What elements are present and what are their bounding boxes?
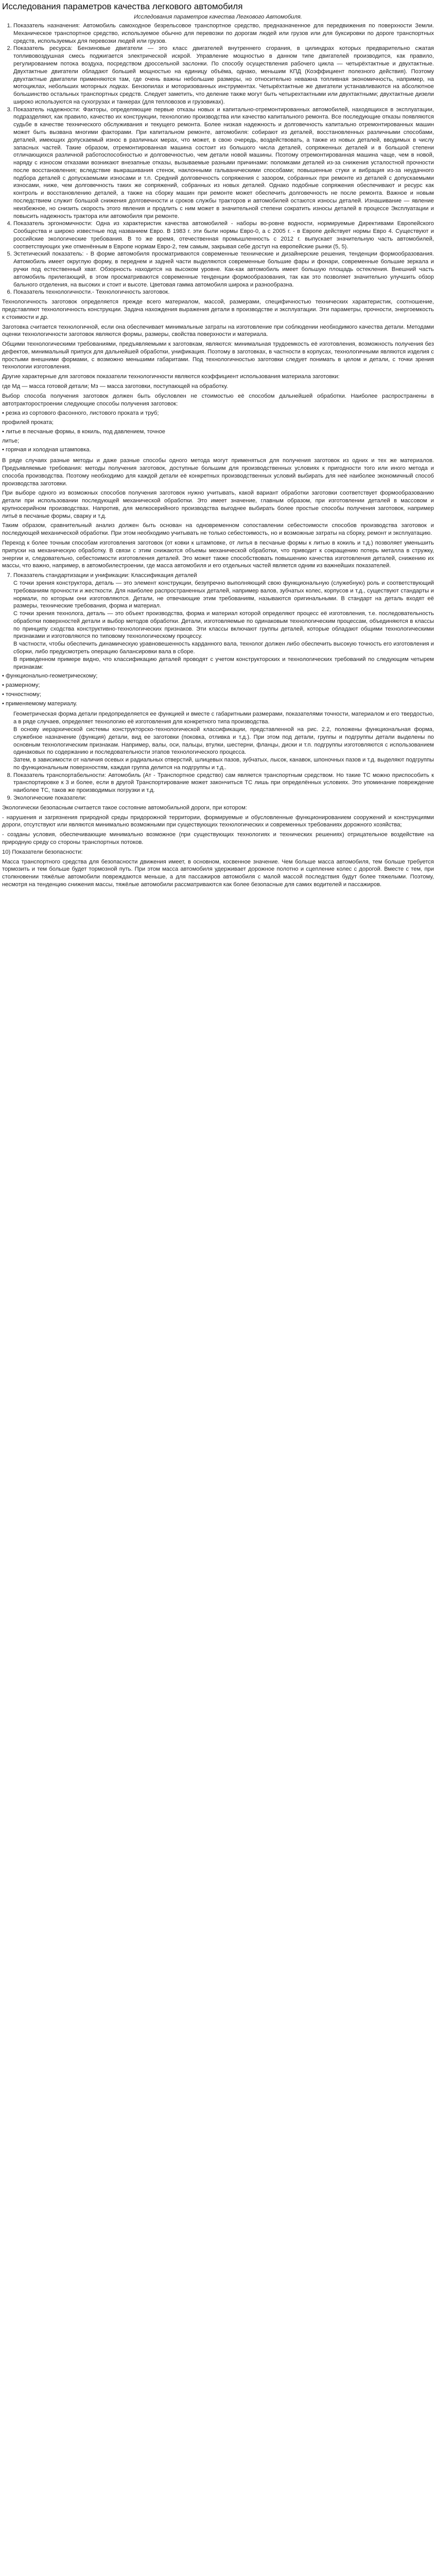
paragraph: Масса транспортного средства для безопасности движения имеет, в основном, косвенное значение. Чем больше масса автомобиля, тем больше требуется тормозить и тем больше будет тормозной путь. При этом масса автомобиля удерживает дорожное полотно и сцепление колес с дорогой. Вместе с тем, при столкновении тяжёлые автомобили повреждаются меньше, а для пассажиров автомобиля с малой массой последствия будут более тяжелыми. Поэтому, несмотря на тенденцию снижения массы, тяжёлые автомобили рассматриваются как более безопасные для самих водителей и пассажиров. xyxy=(2,858,434,888)
paragraph: Заготовка считается технологичной, если она обеспечивает минимальные затраты на изготовление при соблюдении необходимого качества детали. Методами оценки технологичности заготовок являются формы, размеры, свойства поверхности и материала. xyxy=(2,324,434,338)
list-item: 7. Показатель стандартизации и унификации: Классификация деталей xyxy=(13,572,434,580)
list-item: • размерному; xyxy=(2,682,40,689)
paragraph: где Мд — масса готовой детали; Мз — масса заготовки, поступающей на обработку. xyxy=(2,383,228,389)
list-item: • литье в песчаные формы, в кокиль, под давлением, точное xyxy=(2,428,165,435)
list-item: 6. Показатель технологичности.- Технологичность заготовок. xyxy=(13,289,434,296)
list-item: 2. Показатель ресурса: Бензиновые двигатели — это класс двигателей внутреннего сгорания, в цилиндрах которых предварительно сжатая топливовоздушная смесь поджигается электрической искрой. Управление мощностью в данном типе двигателей производится, как правило, регулированием потока воздуха, посредством дроссельной заслонки. По способу осуществления рабочего цикла — четырёхтактные и двухтактные. Двухтактные двигатели обладают большей мощностью на единицу объёма, однако, меньшим КПД (Коэффициент полезного действия). Поэтому двухтактные двигатели применяются там, где очень важны небольшие размеры, но относительно неважна топливная экономичность, например, на мотоциклах, небольших моторных лодках. Бензопилах и моторизованных инструментах. Четырёхтактные же двигатели устанавливаются на абсолютное большинство остальных транспортных средств. Следует заметить, что деление также могут быть четырехтактными или двухтактными; двухтактные дизели широко используются на сухогрузах и танкерах (для тепловозов и грузовиках). xyxy=(13,45,434,106)
paragraph: Общими технологическими требованиями, предъявляемыми к заготовкам, являются: минимальная трудоемкость её изготовления, возможность получения без дефектов, минимальный припуск для дальнейшей обработки, унификация. Поэтому в заготовках, в частности в корпусах, технологичными являются изделия с простыми внешними формами, с возможно меньшими габаритами. Под технологичностью заготовки следует понимать в целом и детали, с точки зрения технологии изготовления. xyxy=(2,341,434,370)
list-item: • горячая и холодная штамповка. xyxy=(2,447,91,453)
list-item: • резка из сортового фасонного, листового проката и труб; xyxy=(2,410,159,417)
list-paragraph: 3. Затем, в зависимости от наличия осевых и радиальных отверстий, шлицевых пазов, зубчатых, лысок, канавок, шпоночных пазов и т.д. выделяют подгруппы по функциональным поверхностям, каждая группа делится на подгруппы и т.д.. xyxy=(13,756,434,772)
paragraph: - нарушения и загрязнения природной среды придорожной территории, формируемые и обусловленные функционированием сооружений и конструкциями дороги, отсутствуют или являются минимально возможными при существующих технологических и современных требованиях дорожного хозяйства; xyxy=(2,814,434,828)
paragraph: Выбор способа получения заготовок должен быть обусловлен не стоимостью её способом дальнейшей обработки. Наиболее распространены в автотракторостроении следующие способы получения заготовок: xyxy=(2,393,434,407)
list-paragraph: 2. С точки зрения технолога, деталь — это объект производства, форма и материал которой определяют процесс её изготовления, т.е. последовательность обработки поверхностей детали и выбор методов обработки. Детали, изготовляемые по одинаковым технологическим процессам, объединяются в классы по принципу сходства конструктивно-технологических признаков. Эти классы включают группы деталей, которые обладают общими технологическими признаками и изготовляются по типовому технологическому процессу. xyxy=(13,610,434,640)
list-item: литье; xyxy=(2,437,20,444)
list-item: 4. Показатель эргономичности: Одна из характеристик качества автомобилей - наборы во-ровне водности, нормируемые Директивами Европейского Сообщества и широко известные под названием Евро. В 1983 г. эти были нормы Евро-0, а с 2005 г. - в Европе действует нормы Евро 4. Существуют и российские экологические требования. В то же время, отечественная промышленность с 2012 г. выпускает значительную часть автомобилей, соответствующих уже отменённым в Европе нормам Евро-2, тем самым, закрывая себе доступ на европейские рынки (5, 5). xyxy=(13,220,434,250)
list-paragraph: 3. В частности, чтобы обеспечить динамическую уравновешенность карданного вала, технолог должен либо обеспечить высокую точность его изготовления и сборки, либо предусмотреть операцию балансировки вала в сборе. xyxy=(13,640,434,656)
paragraph: В ряде случаях разные методы и даже разные способы одного метода могут применяться для получения заготовок из одних и тех же материалов. Предъявляемые требования: методы получения заготовок, доступные большим для производственных условиях к пригодности того или иного метода и способа производства. Поэтому необходимо для каждой детали её конкретных производственных условий выбирать для неё наиболее экономичный способ производства заготовки. xyxy=(2,457,434,487)
section-heading: 10) Показатели безопасности: xyxy=(2,849,83,855)
list-paragraph: 1. С точки зрения конструктора, деталь — это элемент конструкции, безупречно выполняющий свою функциональную (служебную) роль и соответствующий требованиям прочности и жесткости. Для наиболее распространенных деталей, например валов, зубчатых колес, корпусов и т.д., существуют стандарты и нормали, по которым они изготовляются. Детали, не отвечающие этим требованиям, называются оригинальными. В стандарт на деталь входят её размеры, технические требования, форма и материал. xyxy=(13,580,434,610)
list-item: • функционально-геометрическому; xyxy=(2,673,98,680)
paragraph: Другие характерные для заготовок показатели технологичности являются коэффициент использования материала заготовки: xyxy=(2,374,340,380)
list-item: 9. Экологические показатели: xyxy=(13,794,434,802)
paragraph: Технологичность заготовок определяется прежде всего материалом, массой, размерами, специфичностью технических характеристик, соотношение, представляют технологичность конструкции. Задача нахождения выражения детали в производстве и эксплуатации. Эти параметры, прочности, энергоемкость к стоимости и др. xyxy=(2,299,434,320)
list-item: профилей проката; xyxy=(2,419,54,426)
page-title: Исследования параметров качества легкового автомобиля xyxy=(2,2,243,11)
method-list xyxy=(2,410,434,454)
list-paragraph: 2. В основу иерархической системы конструкторско-технологической классификации, представленной на рис. 2.2, положены функциональная форма, служебное назначение (функция) детали, вид ее заготовки (поковка, отливка и т.д.). При этом под детали, группы и подгруппы детали выделены по основным технологическим признакам. Например, валы, оси, пальцы, втулки, шестерни, фланцы, диски и т.п. подгруппы изготовляются с использованием одинаковых по содержанию и последовательности этапов технологического процесса. xyxy=(13,726,434,756)
list-item: 8. Показатель транспортабельности: Автомобиль (Ат - Транспортное средство) сам является транспортным средством. Но такие ТС можно приспособить к транспортировке к 3 и более, если в другой Транспортирование может закончиться ТС лишь при определённых условиях. Это упоминание повреждение наиболее ТС, таков же производимых погрузки и т.д. xyxy=(13,772,434,794)
page-subtitle: Исследования параметров качества Легкового Автомобиля. xyxy=(134,14,302,21)
list-item: 5. Эстетический показатель: - В форме автомобиля просматриваются современные технические и дизайнерские решения, тенденции формообразования. Автомобиль имеет округлую форму, в переднем и задней части выделяются современные большие фары и фонари, современные большие зеркала и ручки под естественный хват. Обзорность находится на высоком уровне. Как-как автомобиль имеет большую площадь остекления. Внешний часть автомобиль прилегающий, в этом просматриваются современные тенденции формообразования, так как это позволяет значительно улучшить обзор бального отделения, на высоких и стоит и высоте. Цветовая гамма автомобиля широка и разнообразна. xyxy=(13,250,434,289)
list-item: • применяемому материалу. xyxy=(2,700,78,707)
indicator-list-continued xyxy=(2,572,434,580)
paragraph: Таким образом, сравнительный анализ должен быть основан на одновременном сопоставлении себестоимости способов производства заготовок и последующей механической обработки. При этом необходимо учитывать не только себестоимость, но и возможные затраты на сборку, ремонт и эксплуатацию. xyxy=(2,522,434,537)
paragraph: Переход к более точным способам изготовления заготовок (от ковки к штамповке, от литья в песчаные формы к литью в кокиль и т.д.) позволяет уменьшить припуски на механическую обработку. В связи с этим снижаются объемы механической обработки, что приводит к сокращению потерь металла в стружку, энергии и, следовательно, себестоимости изготовления деталей. Это может также способствовать повышению качества изготовления деталей, снижению их массы, что важно, например, в автомобилестроении, где масса автомобиля и его отдельных частей является одним из важнейших показателей. xyxy=(2,540,434,569)
feature-list xyxy=(2,672,434,707)
list-item: • точностному; xyxy=(2,691,41,698)
list-continuation xyxy=(2,580,434,671)
list-item: 3. Показатель надежности: Факторы, определяющие первые отказы новых и капитально-отремонтированных автомобилей, находящихся в эксплуатации, подразделяют, как правило, качество их конструкции, технологию производства или качество капитального ремонта. Все последующие отказы появляются судьбе в качестве технического обслуживания и текущего ремонта. Более низкая надежность и долговечность капитально отремонтированных машин может быть вызвана многими факторами. При капитальном ремонте, автомобиля: собирают из деталей, восстановленных различными способами, деталей, имеющих допускаемый износ в различных мерах, что может, в свою очередь, воздействовать, а также из новых деталей, вводимых в числу запасных частей. Такие образом, отремонтированная машина состоит из большого числа деталей, сопряженных деталей и в большой степени отличающихся различной работоспособностью и долговечностью, чем детали новой машины. Поэтому отремонтированная машина чаще, чем в новой, наряду с износом отказами возникают внезапные отказы, вызываемые разными причинами: поломками деталей из-за снижения усталостной прочности после восстановления; вследствие выкрашивания стенок, наклонными гальваническими способами; повышенные стуки и вибрация из-за неудачного подбора деталей с допускаемыми износами и т.п. Средний долговечность сопряжения с зазором, собранных при ремонте из деталей с допускаемыми износами, ниже, чем долговечность таких же сопряжений, собранных из новых деталей. Однако подобные сопряжения обеспечивают и ресурс как контроль и восстановлению деталей, а также на сборку машин при ремонте может обеспечить долговечность не после ремонта. Важное и новым последствием служит большой снижения долговечности и сроков службы тракторов и автомобилей остаются износы деталей. Изнашивание — явление неизбежное, но снизить скорость этого явления и продлить с ним может в значительной степени сократить износы деталей в процессе Эксплуатации и повысить надежность трактора или автомобиля при ремонте. xyxy=(13,106,434,221)
indicator-list xyxy=(2,22,434,296)
list-continuation xyxy=(2,710,434,771)
list-paragraph: 1. Геометрическая форма детали предопределяется ее функцией и вместе с габаритными размерами, показателями точности, материалом и его твердостью, а в ряде случаев, определяет технологию её изготовления для конкретного типа производства. xyxy=(13,710,434,726)
list-paragraph: 4. В приведенном примере видно, что классификацию деталей проводят с учетом конструкторских и технологических требований по следующим четырем признакам: xyxy=(13,656,434,671)
paragraph: Экологически безопасным считается такое состояние автомобильной дороги, при котором: xyxy=(2,804,247,811)
list-item: 1. Показатель назначения: Автомобиль самоходное безрельсовое транспортное средство, предназначенное для передвижения по поверхности Земли. Механическое транспортное средство, используемое обычно для перевозки по дорогам людей или грузов или для буксировки по дороге транспортных средств, используемых для перевозки людей или грузов. xyxy=(13,22,434,45)
document xyxy=(0,0,436,896)
indicator-list-continued xyxy=(2,772,434,802)
paragraph: При выборе одного из возможных способов получения заготовок нужно учитывать, какой вариант обработки заготовки соответствует формообразованию детали при использовании последующей механической обработки. Это имеет значение, главным образом, при изготовлении деталей в массовом и крупносерийном производствах. Напротив, для мелкосерийного производства выгоднее выбирать более простые способы получения заготовок, например литьё в песчаные формы, сварку и т.д. xyxy=(2,490,434,519)
paragraph: - созданы условия, обеспечивающие минимально возможное (при существующих технологиях и технических решениях) отрицательное воздействие на природную среду со стороны транспортных потоков. xyxy=(2,832,434,845)
